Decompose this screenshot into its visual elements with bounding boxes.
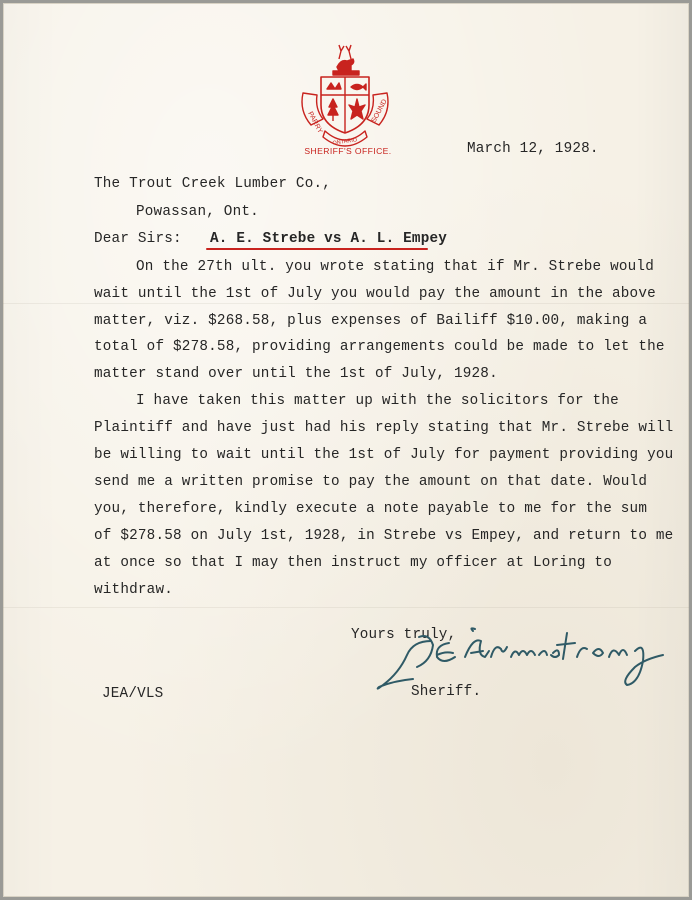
letter-date: March 12, 1928. xyxy=(467,141,599,157)
recipient-location: Powassan, Ont. xyxy=(136,204,259,220)
salutation: Dear Sirs: xyxy=(94,231,182,247)
parry-sound-crest xyxy=(295,37,395,157)
closing: Yours truly, xyxy=(351,627,457,643)
body-line: I have taken this matter up with the solicitors for the xyxy=(136,393,619,409)
paper-crease xyxy=(3,607,689,608)
body-line: of $278.58 on July 1st, 1928, in Strebe vs Empey, and return to me xyxy=(94,528,674,544)
body-line: matter, viz. $268.58, plus expenses of Bailiff $10.00, making a xyxy=(94,313,648,329)
body-line: be willing to wait until the 1st of July for payment providing you xyxy=(94,447,674,463)
body-line: Plaintiff and have just had his reply stating that Mr. Strebe will xyxy=(94,420,674,436)
crest-ribbon-bottom: ONTARIO xyxy=(332,137,358,147)
subject-underline xyxy=(206,248,428,250)
body-line: you, therefore, kindly execute a note payable to me for the sum xyxy=(94,501,648,517)
letter-page xyxy=(3,3,689,897)
body-line: On the 27th ult. you wrote stating that if Mr. Strebe would xyxy=(136,259,654,275)
crest-ribbon-right: SOUND xyxy=(370,98,389,124)
body-line: matter stand over until the 1st of July, 1928. xyxy=(94,366,498,382)
body-line: wait until the 1st of July you would pay the amount in the above xyxy=(94,286,656,302)
signer-title: Sheriff. xyxy=(411,684,482,700)
paper-crease xyxy=(3,303,689,304)
recipient-name: The Trout Creek Lumber Co., xyxy=(94,176,332,192)
body-line: withdraw. xyxy=(94,582,174,598)
sheriffs-office-label: SHERIFF'S OFFICE. xyxy=(304,146,392,156)
crest-ribbon-left: PARRY xyxy=(306,110,324,135)
subject-line: A. E. Strebe vs A. L. Empey xyxy=(210,231,448,247)
body-line: total of $278.58, providing arrangements could be made to let the xyxy=(94,339,665,355)
body-line: at once so that I may then instruct my officer at Loring to xyxy=(94,555,612,571)
reference-initials: JEA/VLS xyxy=(102,686,164,702)
body-line: send me a written promise to pay the amount on that date. Would xyxy=(94,474,648,490)
